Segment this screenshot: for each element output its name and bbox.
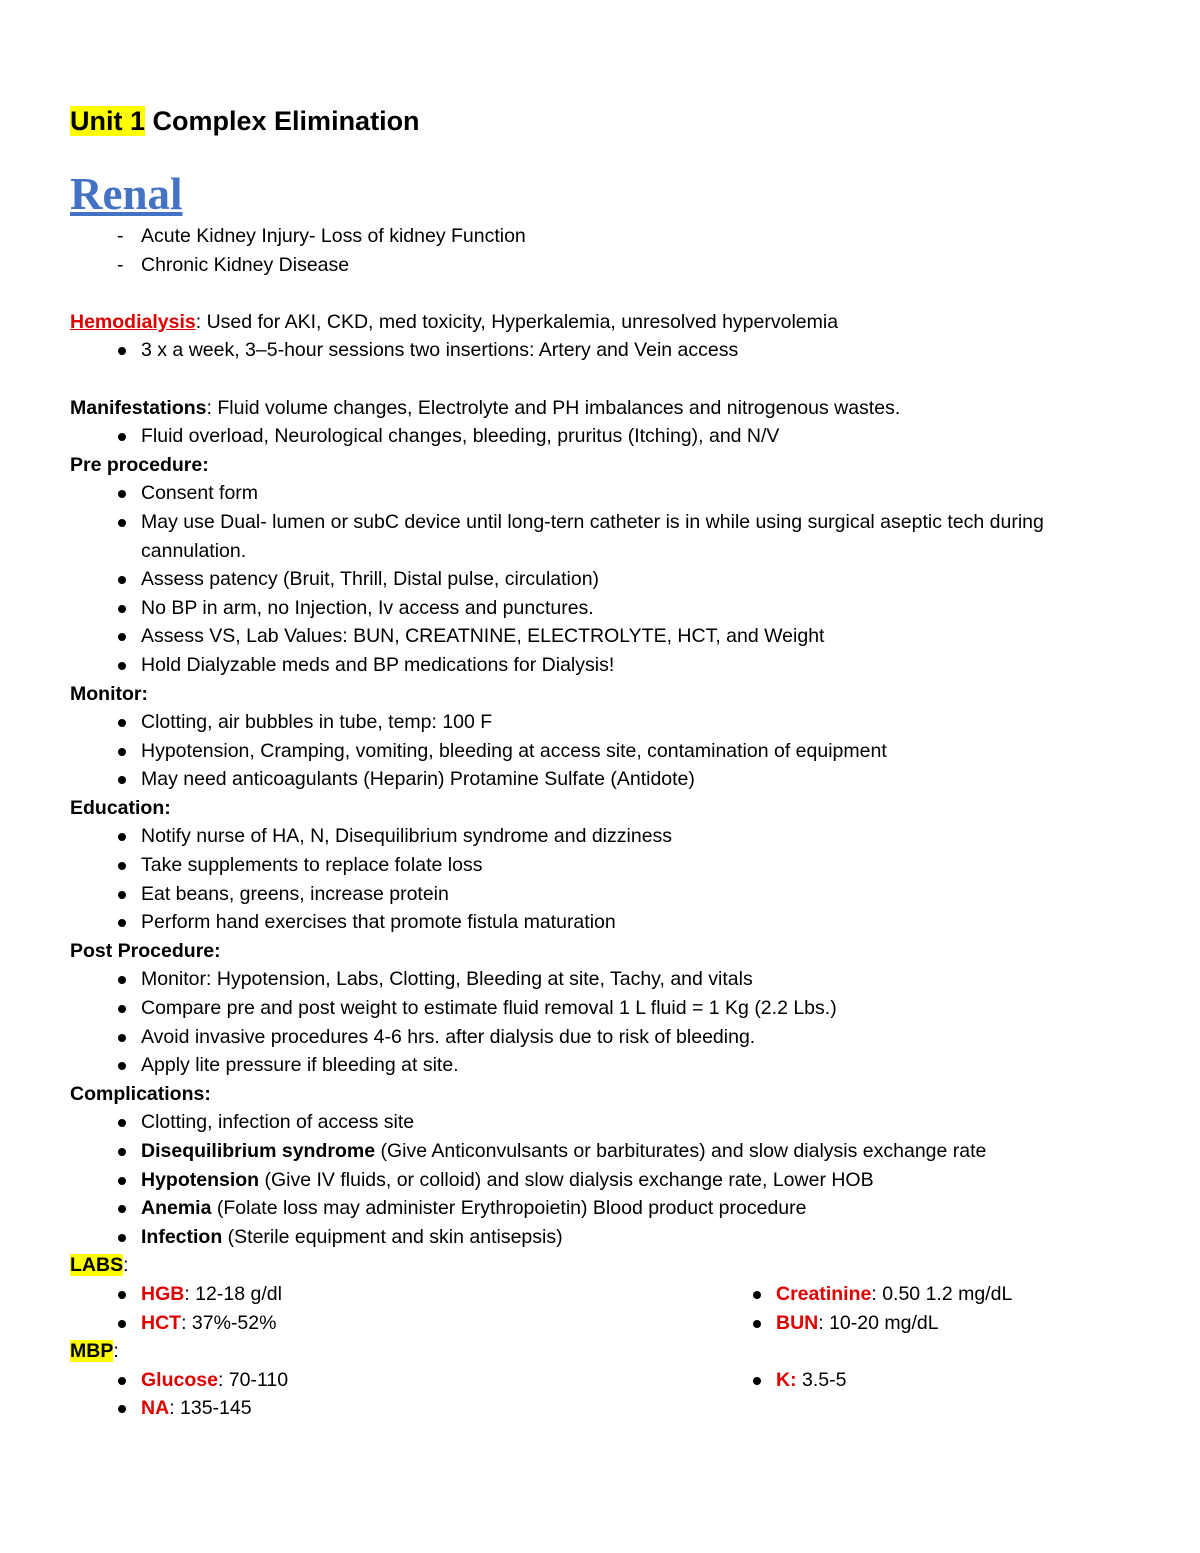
lab-item-k: K: 3.5-5 [705,1366,1130,1395]
labs-label: LABS [70,1254,124,1277]
unit-label: Unit 1 [70,106,146,136]
list-item: Compare pre and post weight to estimate fluid removal 1 L fluid = 1 Kg (2.2 Lbs.) [70,994,1130,1023]
list-item: Anemia (Folate loss may administer Erythropoietin) Blood product procedure [70,1194,1130,1223]
mbp-heading: MBP: [70,1340,119,1363]
list-item: Clotting, infection of access site [70,1108,1130,1137]
list-item: Hypotension, Cramping, vomiting, bleeding at access site, contamination of equipment [70,737,1130,766]
lab-item-bun: BUN: 10-20 mg/dL [705,1309,1130,1338]
list-item: Monitor: Hypotension, Labs, Clotting, Bleeding at site, Tachy, and vitals [70,965,1130,994]
labs-columns [70,1280,1130,1337]
mbp-columns [70,1366,1130,1423]
list-item: No BP in arm, no Injection, Iv access and punctures. [70,594,1130,623]
hemodialysis-label: Hemodialysis [70,310,196,333]
list-item: Hold Dialyzable meds and BP medications for Dialysis! [70,651,1130,680]
list-item: Avoid invasive procedures 4-6 hrs. after dialysis due to risk of bleeding. [70,1023,1130,1052]
monitor-heading: Monitor: [70,682,148,705]
labs-left-list [70,1280,705,1337]
pre-procedure-heading: Pre procedure: [70,453,209,476]
list-item: May need anticoagulants (Heparin) Protamine Sulfate (Antidote) [70,765,1130,794]
list-item: Apply lite pressure if bleeding at site. [70,1051,1130,1080]
list-item: - Acute Kidney Injury- Loss of kidney Function [70,222,1130,251]
manifestations-line [70,394,1130,423]
manifestations-list [70,422,1130,451]
hemodialysis-list [70,336,1130,365]
list-item: Notify nurse of HA, N, Disequilibrium syndrome and dizziness [70,822,1130,851]
list-item: Consent form [70,479,1130,508]
labs-heading: LABS: [70,1254,129,1277]
education-heading: Education: [70,796,171,819]
list-item: Assess patency (Bruit, Thrill, Distal pulse, circulation) [70,565,1130,594]
list-item: Clotting, air bubbles in tube, temp: 100 F [70,708,1130,737]
notes-body [70,222,1130,1423]
mbp-left-list [70,1366,705,1423]
list-item: 3 x a week, 3–5-hour sessions two insertions: Artery and Vein access [70,336,1130,365]
lab-item-na: NA: 135-145 [70,1394,705,1423]
manifestations-text: : Fluid volume changes, Electrolyte and PH imbalances and nitrogenous wastes. [206,396,901,419]
pre-procedure-list [70,479,1130,679]
page-title [70,104,420,138]
list-item: Perform hand exercises that promote fistula maturation [70,908,1130,937]
list-item: - Chronic Kidney Disease [70,251,1130,280]
complications-list [70,1108,1130,1251]
renal-heading: Renal [70,169,183,219]
list-item: Take supplements to replace folate loss [70,851,1130,880]
manifestations-label: Manifestations [70,396,207,419]
hemodialysis-line [70,308,1130,337]
list-item: Eat beans, greens, increase protein [70,880,1130,909]
list-item: May use Dual- lumen or subC device until long-tern catheter is in while using surgical aseptic tech during cannulation. [70,508,1130,565]
renal-list [70,222,1130,279]
list-item: Hypotension (Give IV fluids, or colloid) and slow dialysis exchange rate, Lower HOB [70,1166,1130,1195]
list-item: Fluid overload, Neurological changes, bleeding, pruritus (Itching), and N/V [70,422,1130,451]
monitor-list [70,708,1130,794]
list-item: Infection (Sterile equipment and skin antisepsis) [70,1223,1130,1252]
complications-heading: Complications: [70,1082,211,1105]
list-item: Assess VS, Lab Values: BUN, CREATNINE, ELECTROLYTE, HCT, and Weight [70,622,1130,651]
lab-item-hgb: HGB: 12-18 g/dl [70,1280,705,1309]
mbp-label: MBP [70,1340,114,1363]
hemodialysis-text: : Used for AKI, CKD, med toxicity, Hyperkalemia, unresolved hypervolemia [195,310,839,333]
education-list [70,822,1130,936]
post-procedure-list [70,965,1130,1079]
labs-right-list [705,1280,1130,1337]
lab-item-creatinine: Creatinine: 0.50 1.2 mg/dL [705,1280,1130,1309]
title-text: Complex Elimination [145,106,420,136]
lab-item-glucose: Glucose: 70-110 [70,1366,705,1395]
mbp-right-list [705,1366,1130,1423]
post-procedure-heading: Post Procedure: [70,939,221,962]
lab-item-hct: HCT: 37%-52% [70,1309,705,1338]
list-item: Disequilibrium syndrome (Give Anticonvulsants or barbiturates) and slow dialysis exchange rate [70,1137,1130,1166]
